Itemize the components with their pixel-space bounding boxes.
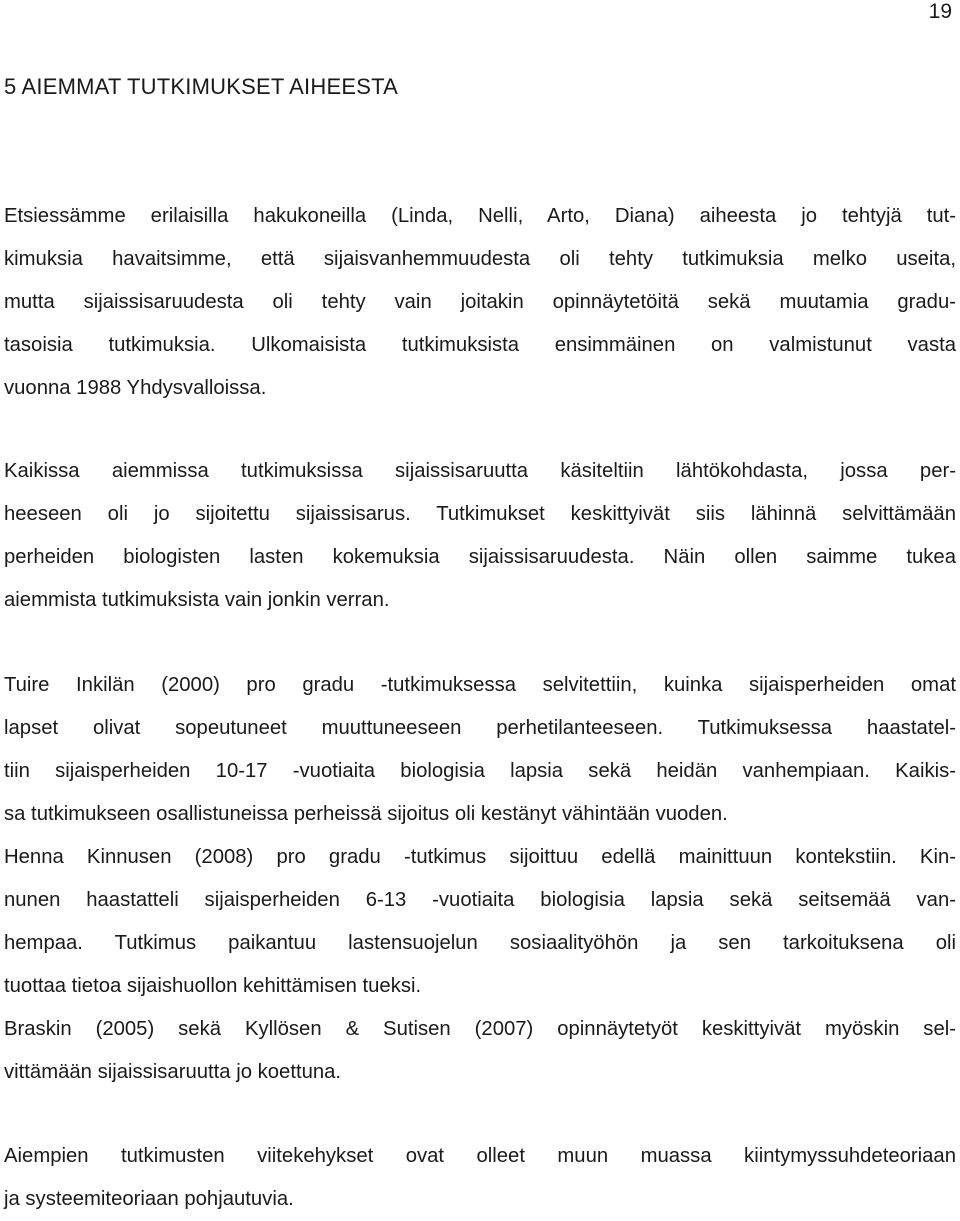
text-line: Henna Kinnusen (2008) pro gradu -tutkimus sijoittuu edellä mainittuun kontekstiin. Kin- — [4, 846, 956, 868]
text-line: Etsiessämme erilaisilla hakukoneilla (Linda, Nelli, Arto, Diana) aiheesta jo tehtyjä tut- — [4, 205, 956, 227]
text-line: vuonna 1988 Yhdysvalloissa. — [4, 377, 267, 399]
text-line: heeseen oli jo sijoitettu sijaissisarus. Tutkimukset keskittyivät siis lähinnä selvittämään — [4, 503, 956, 525]
text-line: lapset olivat sopeutuneet muuttuneeseen perhetilanteeseen. Tutkimuksessa haastatel- — [4, 717, 956, 739]
text-line: aiemmista tutkimuksista vain jonkin verran. — [4, 589, 390, 611]
text-line: vittämään sijaissisaruutta jo koettuna. — [4, 1061, 342, 1083]
text-line: tuottaa tietoa sijaishuollon kehittämisen tueksi. — [4, 975, 422, 997]
paragraph-search-methods — [4, 195, 956, 410]
text-line: ja systeemiteoriaan pohjautuvia. — [4, 1188, 294, 1210]
paragraph-studies-detail — [4, 664, 956, 1094]
text-line: Braskin (2005) sekä Kyllösen & Sutisen (2007) opinnäytetyöt keskittyivät myöskin sel- — [4, 1018, 956, 1040]
text-line: perheiden biologisten lasten kokemuksia sijaissisaruudesta. Näin ollen saimme tukea — [4, 546, 956, 568]
text-line: hempaa. Tutkimus paikantuu lastensuojelun sosiaalityöhön ja sen tarkoituksena oli — [4, 932, 956, 954]
paragraph-theoretical-frameworks — [4, 1135, 956, 1221]
text-line: Tuire Inkilän (2000) pro gradu -tutkimuksessa selvitettiin, kuinka sijaisperheiden omat — [4, 674, 956, 696]
text-line: mutta sijaissisaruudesta oli tehty vain joitakin opinnäytetöitä sekä muutamia gradu- — [4, 291, 956, 313]
text-line: kimuksia havaitsimme, että sijaisvanhemmuudesta oli tehty tutkimuksia melko useita, — [4, 248, 956, 270]
paragraph-previous-research — [4, 450, 956, 622]
text-line: nunen haastatteli sijaisperheiden 6-13 -vuotiaita biologisia lapsia sekä seitsemää van- — [4, 889, 956, 911]
text-line: Aiempien tutkimusten viitekehykset ovat olleet muun muassa kiintymyssuhdeteoriaan — [4, 1145, 956, 1167]
text-line: Kaikissa aiemmissa tutkimuksissa sijaissisaruutta käsiteltiin lähtökohdasta, jossa per- — [4, 460, 956, 482]
text-line: tiin sijaisperheiden 10-17 -vuotiaita biologisia lapsia sekä heidän vanhempiaan. Kaikis- — [4, 760, 956, 782]
page-number: 19 — [928, 0, 952, 23]
text-line: sa tutkimukseen osallistuneissa perheissä sijoitus oli kestänyt vähintään vuoden. — [4, 803, 728, 825]
section-heading: 5 AIEMMAT TUTKIMUKSET AIHEESTA — [4, 74, 398, 99]
text-line: tasoisia tutkimuksia. Ulkomaisista tutkimuksista ensimmäinen on valmistunut vasta — [4, 334, 956, 356]
